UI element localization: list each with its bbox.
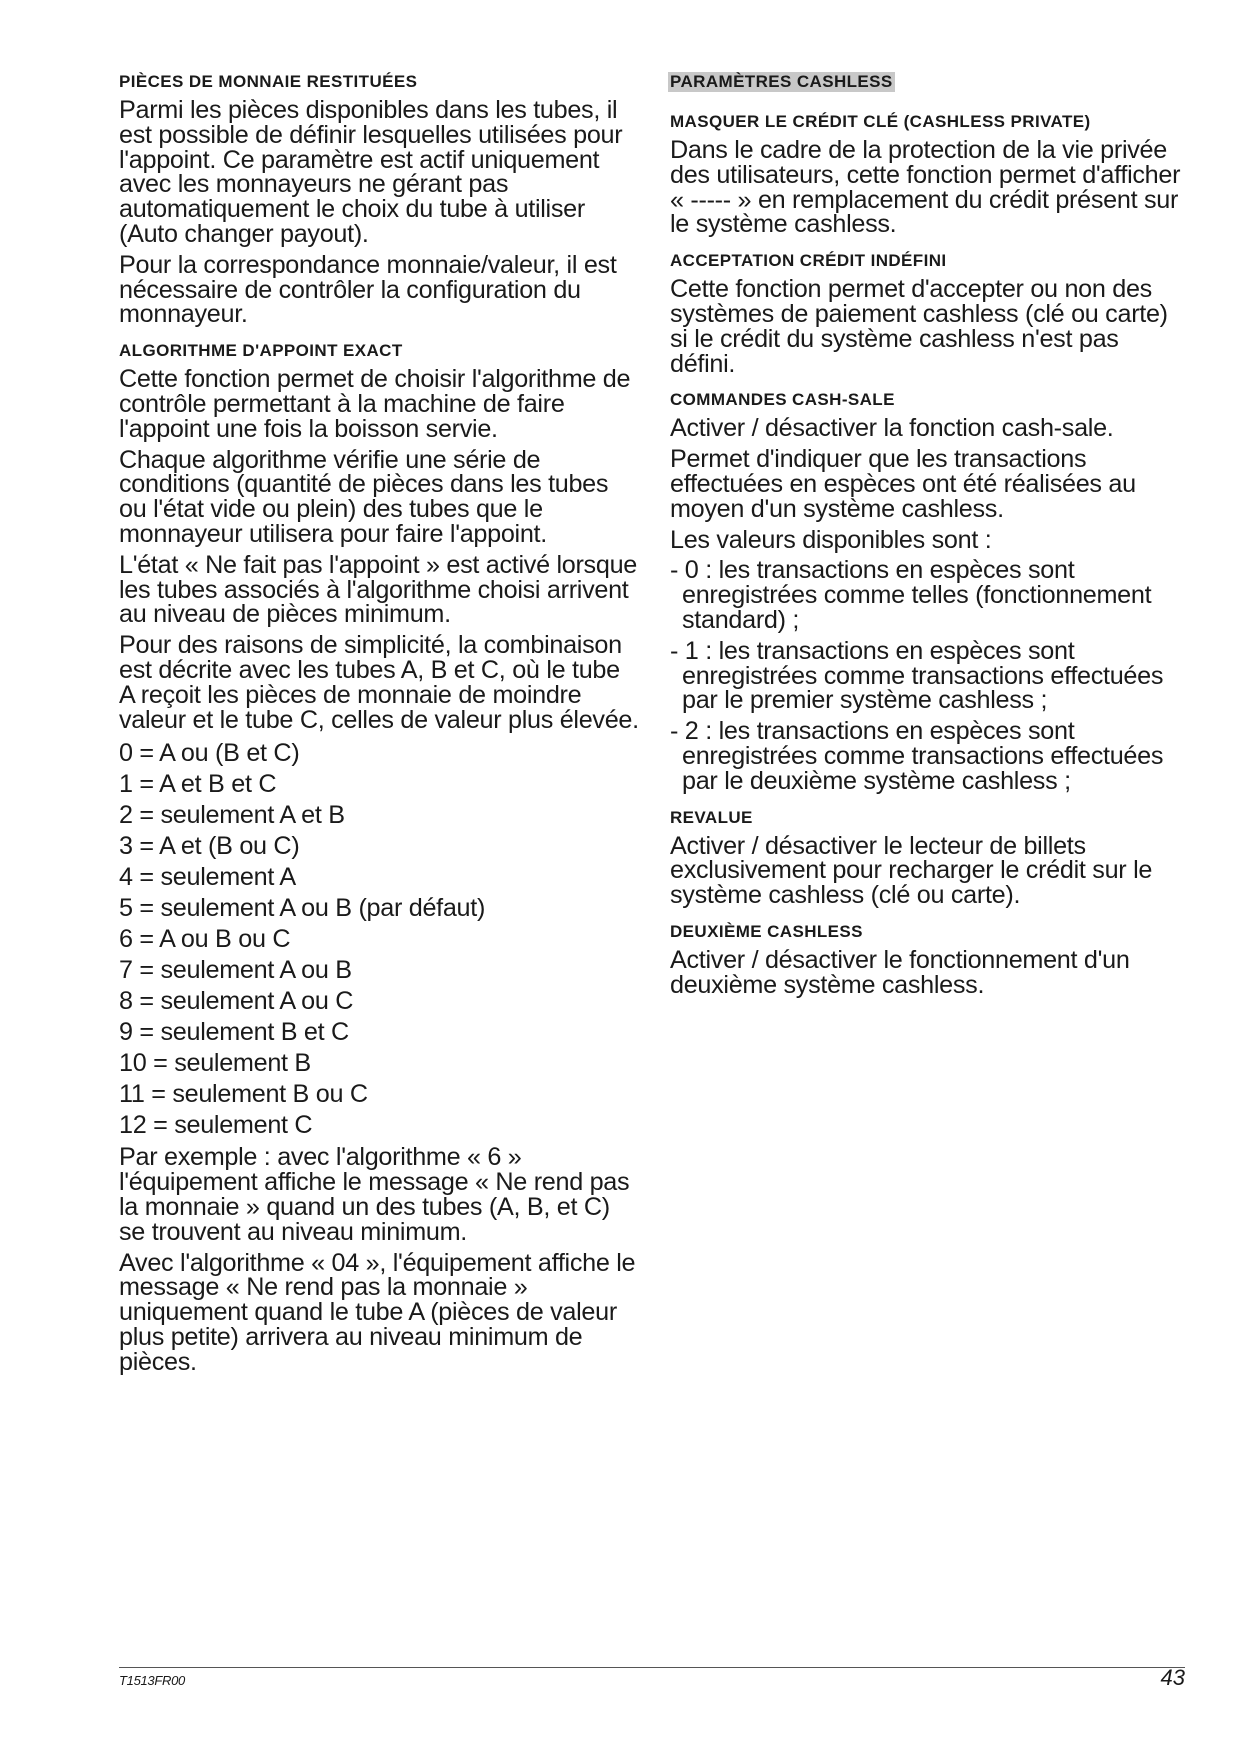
section-heading-acceptation-credit: ACCEPTATION CRÉDIT INDÉFINI xyxy=(670,251,947,271)
paragraph: Par exemple : avec l'algorithme « 6 » l'équipement affiche le message « Ne rend pas la monnaie » quand un des tubes (A, B, et C) se trouvent au niveau minimum. xyxy=(119,1143,630,1246)
algorithm-item: 11 = seulement B ou C xyxy=(119,1080,368,1109)
algorithm-item: 1 = A et B et C xyxy=(119,770,277,799)
list-item: - 0 : les transactions en espèces sont enregistrées comme telles (fonctionnement standard) ; xyxy=(670,556,1152,634)
algorithm-item: 5 = seulement A ou B (par défaut) xyxy=(119,894,486,923)
algorithm-item: 6 = A ou B ou C xyxy=(119,925,291,954)
paragraph: Les valeurs disponibles sont : xyxy=(670,525,992,554)
section-heading-algorithme-appoint: ALGORITHME D'APPOINT EXACT xyxy=(119,341,403,361)
right-column xyxy=(670,70,1190,1004)
algorithm-item: 3 = A et (B ou C) xyxy=(119,832,300,861)
algorithm-item: 10 = seulement B xyxy=(119,1049,311,1078)
paragraph: Pour des raisons de simplicité, la combinaison est décrite avec les tubes A, B et C, où le tube A reçoit les pièces de monnaie de moindre valeur et le tube C, celles de valeur plus élevée. xyxy=(119,631,639,734)
paragraph: Parmi les pièces disponibles dans les tubes, il est possible de définir lesquelles utilisées pour l'appoint. Ce paramètre est actif uniquement avec les monnayeurs ne gérant pas automatiquement le choix du tube à utiliser (Auto changer payout). xyxy=(119,96,623,248)
section-heading-pieces-restituees: PIÈCES DE MONNAIE RESTITUÉES xyxy=(119,72,418,91)
left-column xyxy=(119,70,639,1381)
page-section-title: PARAMÈTRES CASHLESS xyxy=(670,72,893,91)
paragraph: Activer / désactiver la fonction cash-sale. xyxy=(670,414,1114,443)
paragraph: Activer / désactiver le lecteur de billets exclusivement pour recharger le crédit sur le système cashless (clé ou carte). xyxy=(670,831,1153,910)
paragraph: Activer / désactiver le fonctionnement d'un deuxième système cashless. xyxy=(670,945,1130,999)
document-code: T1513FR00 xyxy=(119,1673,185,1688)
algorithm-item: 9 = seulement B et C xyxy=(119,1018,349,1047)
list-item: - 2 : les transactions en espèces sont enregistrées comme transactions effectuées par le deuxième système cashless ; xyxy=(670,717,1164,795)
paragraph: Chaque algorithme vérifie une série de conditions (quantité de pièces dans les tubes ou l'état vide ou plein) des tubes que le monnayeur utilisera pour faire l'appoint. xyxy=(119,445,609,548)
section-heading-revalue: REVALUE xyxy=(670,807,753,827)
page-number: 43 xyxy=(1160,1665,1185,1690)
paragraph: Cette fonction permet d'accepter ou non des systèmes de paiement cashless (clé ou carte) si le crédit du système cashless n'est pas défini. xyxy=(670,275,1168,378)
paragraph: Cette fonction permet de choisir l'algorithme de contrôle permettant à la machine de faire l'appoint une fois la boisson servie. xyxy=(119,365,631,443)
paragraph: Permet d'indiquer que les transactions effectuées en espèces ont été réalisées au moyen d'un système cashless. xyxy=(670,445,1136,523)
section-heading-deuxieme-cashless: DEUXIÈME CASHLESS xyxy=(670,921,863,941)
algorithm-list xyxy=(119,738,639,1141)
paragraph: Avec l'algorithme « 04 », l'équipement affiche le message « Ne rend pas la monnaie » uniquement quand le tube A (pièces de valeur plus petite) arrivera au niveau minimum de pièces. xyxy=(119,1248,636,1376)
section-heading-cash-sale: COMMANDES CASH-SALE xyxy=(670,390,895,410)
paragraph: L'état « Ne fait pas l'appoint » est activé lorsque les tubes associés à l'algorithme choisi arrivent au niveau de pièces minimum. xyxy=(119,550,637,629)
algorithm-item: 2 = seulement A et B xyxy=(119,801,345,830)
algorithm-item: 12 = seulement C xyxy=(119,1111,313,1140)
paragraph: Pour la correspondance monnaie/valeur, il est nécessaire de contrôler la configuration du monnayeur. xyxy=(119,250,617,329)
algorithm-item: 8 = seulement A ou C xyxy=(119,987,354,1016)
algorithm-item: 7 = seulement A ou B xyxy=(119,956,352,985)
footer-divider xyxy=(119,1667,1185,1668)
list-item: - 1 : les transactions en espèces sont enregistrées comme transactions effectuées par le premier système cashless ; xyxy=(670,636,1164,715)
algorithm-item: 0 = A ou (B et C) xyxy=(119,739,300,768)
paragraph: Dans le cadre de la protection de la vie privée des utilisateurs, cette fonction permet d'afficher « ----- » en remplacement du crédit présent sur le système cashless. xyxy=(670,136,1181,239)
algorithm-item: 4 = seulement A xyxy=(119,863,296,892)
section-heading-masquer-credit: MASQUER LE CRÉDIT CLÉ (CASHLESS PRIVATE) xyxy=(670,112,1091,131)
